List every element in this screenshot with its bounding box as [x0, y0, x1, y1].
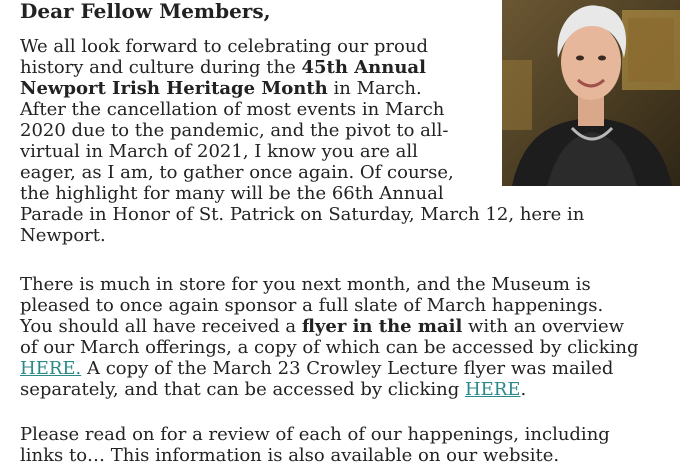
paragraph-1-line: Parade in Honor of St. Patrick on Saturday, March 12, here in	[20, 204, 585, 225]
text-run: with an overview	[462, 316, 625, 337]
bold-flyer-emphasis: flyer in the mail	[301, 316, 463, 337]
paragraph-2-line	[20, 358, 639, 379]
bold-heritage-month-name: Newport Irish Heritage Month	[20, 78, 328, 99]
paragraph-1-line: virtual in March of 2021, I know you are all	[20, 141, 418, 162]
text-run: separately, and that can be accessed by clicking	[20, 379, 465, 400]
paragraph-1-line	[20, 78, 584, 99]
text-run: .	[520, 379, 527, 400]
paragraph-1-line: Newport.	[20, 225, 106, 246]
paragraph-1-line: eager, as I am, to gather once again. Of course,	[20, 162, 454, 183]
paragraph-2	[20, 274, 639, 400]
paragraph-3-line: links to… This information is also available on our website.	[20, 445, 560, 466]
paragraph-2-line: There is much in store for you next month, and the Museum is	[20, 274, 591, 295]
text-run: You should all have received a	[20, 316, 302, 337]
march-flyer-link[interactable]: HERE.	[20, 358, 82, 379]
text-run: history and culture during the	[20, 57, 302, 78]
paragraph-3	[20, 424, 610, 466]
paragraph-1-line: 2020 due to the pandemic, and the pivot to all-	[20, 120, 449, 141]
bold-heritage-month-emphasis: 45th Annual	[301, 57, 426, 78]
paragraph-1-line	[20, 57, 584, 78]
paragraph-3-line: Please read on for a review of each of our happenings, including	[20, 424, 610, 445]
paragraph-2-line	[20, 379, 639, 400]
paragraph-2-line	[20, 316, 639, 337]
paragraph-1-line: the highlight for many will be the 66th Annual	[20, 183, 444, 204]
paragraph-2-line: of our March offerings, a copy of which can be accessed by clicking	[20, 337, 639, 358]
paragraph-2-line: pleased to once again sponsor a full slate of March happenings.	[20, 295, 604, 316]
crowley-lecture-flyer-link[interactable]: HERE	[464, 379, 521, 400]
salutation: Dear Fellow Members,	[20, 0, 271, 23]
paragraph-1-line: We all look forward to celebrating our proud	[20, 36, 428, 57]
text-run: in March.	[327, 78, 422, 99]
paragraph-1	[20, 36, 584, 246]
paragraph-1-line: After the cancellation of most events in March	[20, 99, 445, 120]
text-run: A copy of the March 23 Crowley Lecture flyer was mailed	[81, 358, 614, 379]
